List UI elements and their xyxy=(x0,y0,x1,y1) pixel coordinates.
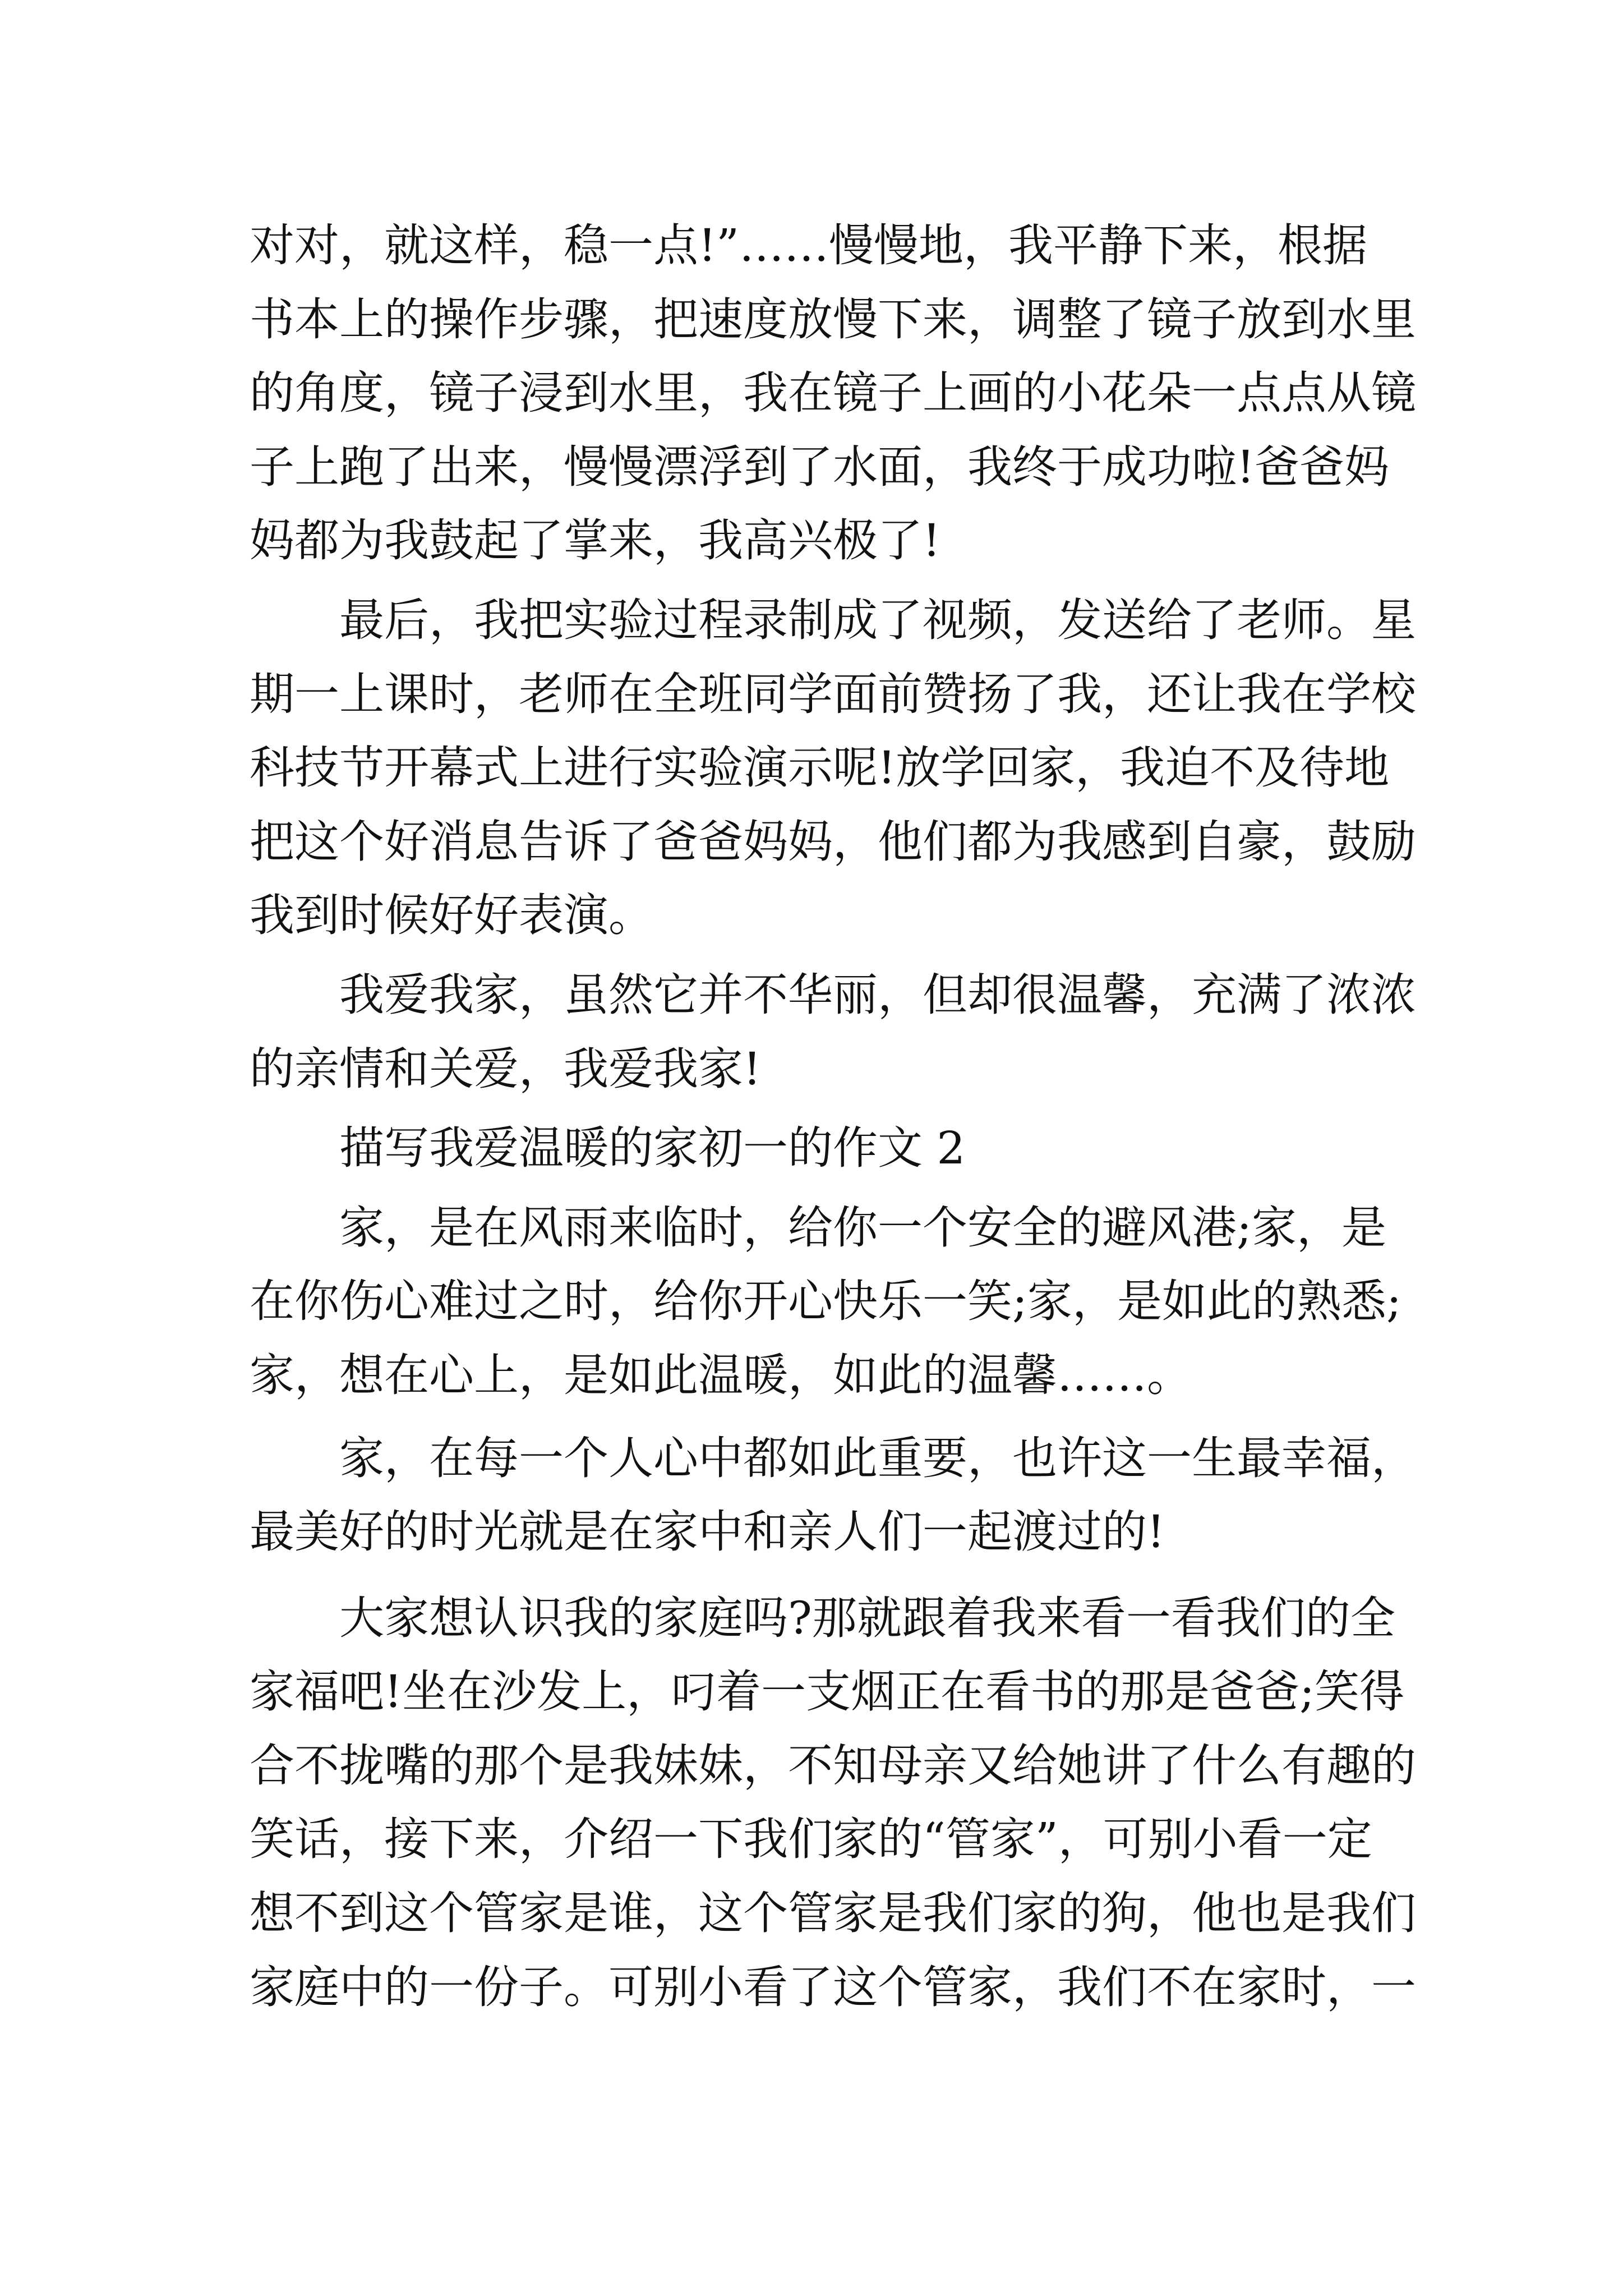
text-line: 合不拢嘴的那个是我妹妹，不知母亲又给她讲了什么有趣的 xyxy=(250,1739,1416,1792)
text-line: 我到时候好好表演。 xyxy=(250,889,653,942)
text-line: 科技节开幕式上进行实验演示呢!放学回家，我迫不及待地 xyxy=(250,742,1390,794)
text-line: 笑话，接下来，介绍一下我们家的“管家”，可别小看一定 xyxy=(250,1813,1372,1866)
text-line: 的角度，镜子浸到水里，我在镜子上画的小花朵一点点从镜 xyxy=(250,367,1416,420)
text-line: 最美好的时光就是在家中和亲人们一起渡过的! xyxy=(250,1506,1165,1558)
paragraph-first-line: 大家想认识我的家庭吗?那就跟着我来看一看我们的全 xyxy=(339,1591,1395,1644)
text-line: 书本上的操作步骤，把速度放慢下来，调整了镜子放到水里 xyxy=(250,293,1416,346)
text-line: 家，想在心上，是如此温暖，如此的温馨……。 xyxy=(250,1349,1192,1401)
essay-body xyxy=(250,209,1416,2024)
text-line: 在你伤心难过之时，给你开心快乐一笑;家，是如此的熟悉; xyxy=(250,1275,1401,1328)
paragraph-first-line: 家，是在风雨来临时，给你一个安全的避风港;家，是 xyxy=(339,1201,1386,1254)
text-line: 期一上课时，老师在全班同学面前赞扬了我，还让我在学校 xyxy=(250,668,1416,720)
paragraph-first-line: 我爱我家，虽然它并不华丽，但却很温馨，充满了浓浓 xyxy=(339,968,1416,1021)
text-line: 妈都为我鼓起了掌来，我高兴极了! xyxy=(250,514,941,567)
text-line: 家庭中的一份子。可别小看了这个管家，我们不在家时，一 xyxy=(250,1961,1416,2013)
section-title: 描写我爱温暖的家初一的作文 2 xyxy=(339,1122,966,1175)
text-line: 子上跑了出来，慢慢漂浮到了水面，我终于成功啦!爸爸妈 xyxy=(250,440,1390,493)
text-line: 对对，就这样，稳一点!”……慢慢地，我平静下来，根据 xyxy=(250,219,1368,272)
text-line: 把这个好消息告诉了爸爸妈妈，他们都为我感到自豪，鼓励 xyxy=(250,815,1416,868)
paragraph-first-line: 家，在每一个人心中都如此重要，也许这一生最幸福， xyxy=(339,1432,1416,1484)
text-line: 的亲情和关爱，我爱我家! xyxy=(250,1042,762,1095)
paragraph-first-line: 最后，我把实验过程录制成了视频，发送给了老师。星 xyxy=(339,593,1416,646)
text-line: 想不到这个管家是谁，这个管家是我们家的狗，他也是我们 xyxy=(250,1887,1416,1940)
text-line: 家福吧!坐在沙发上，叼着一支烟正在看书的那是爸爸;笑得 xyxy=(250,1665,1405,1718)
